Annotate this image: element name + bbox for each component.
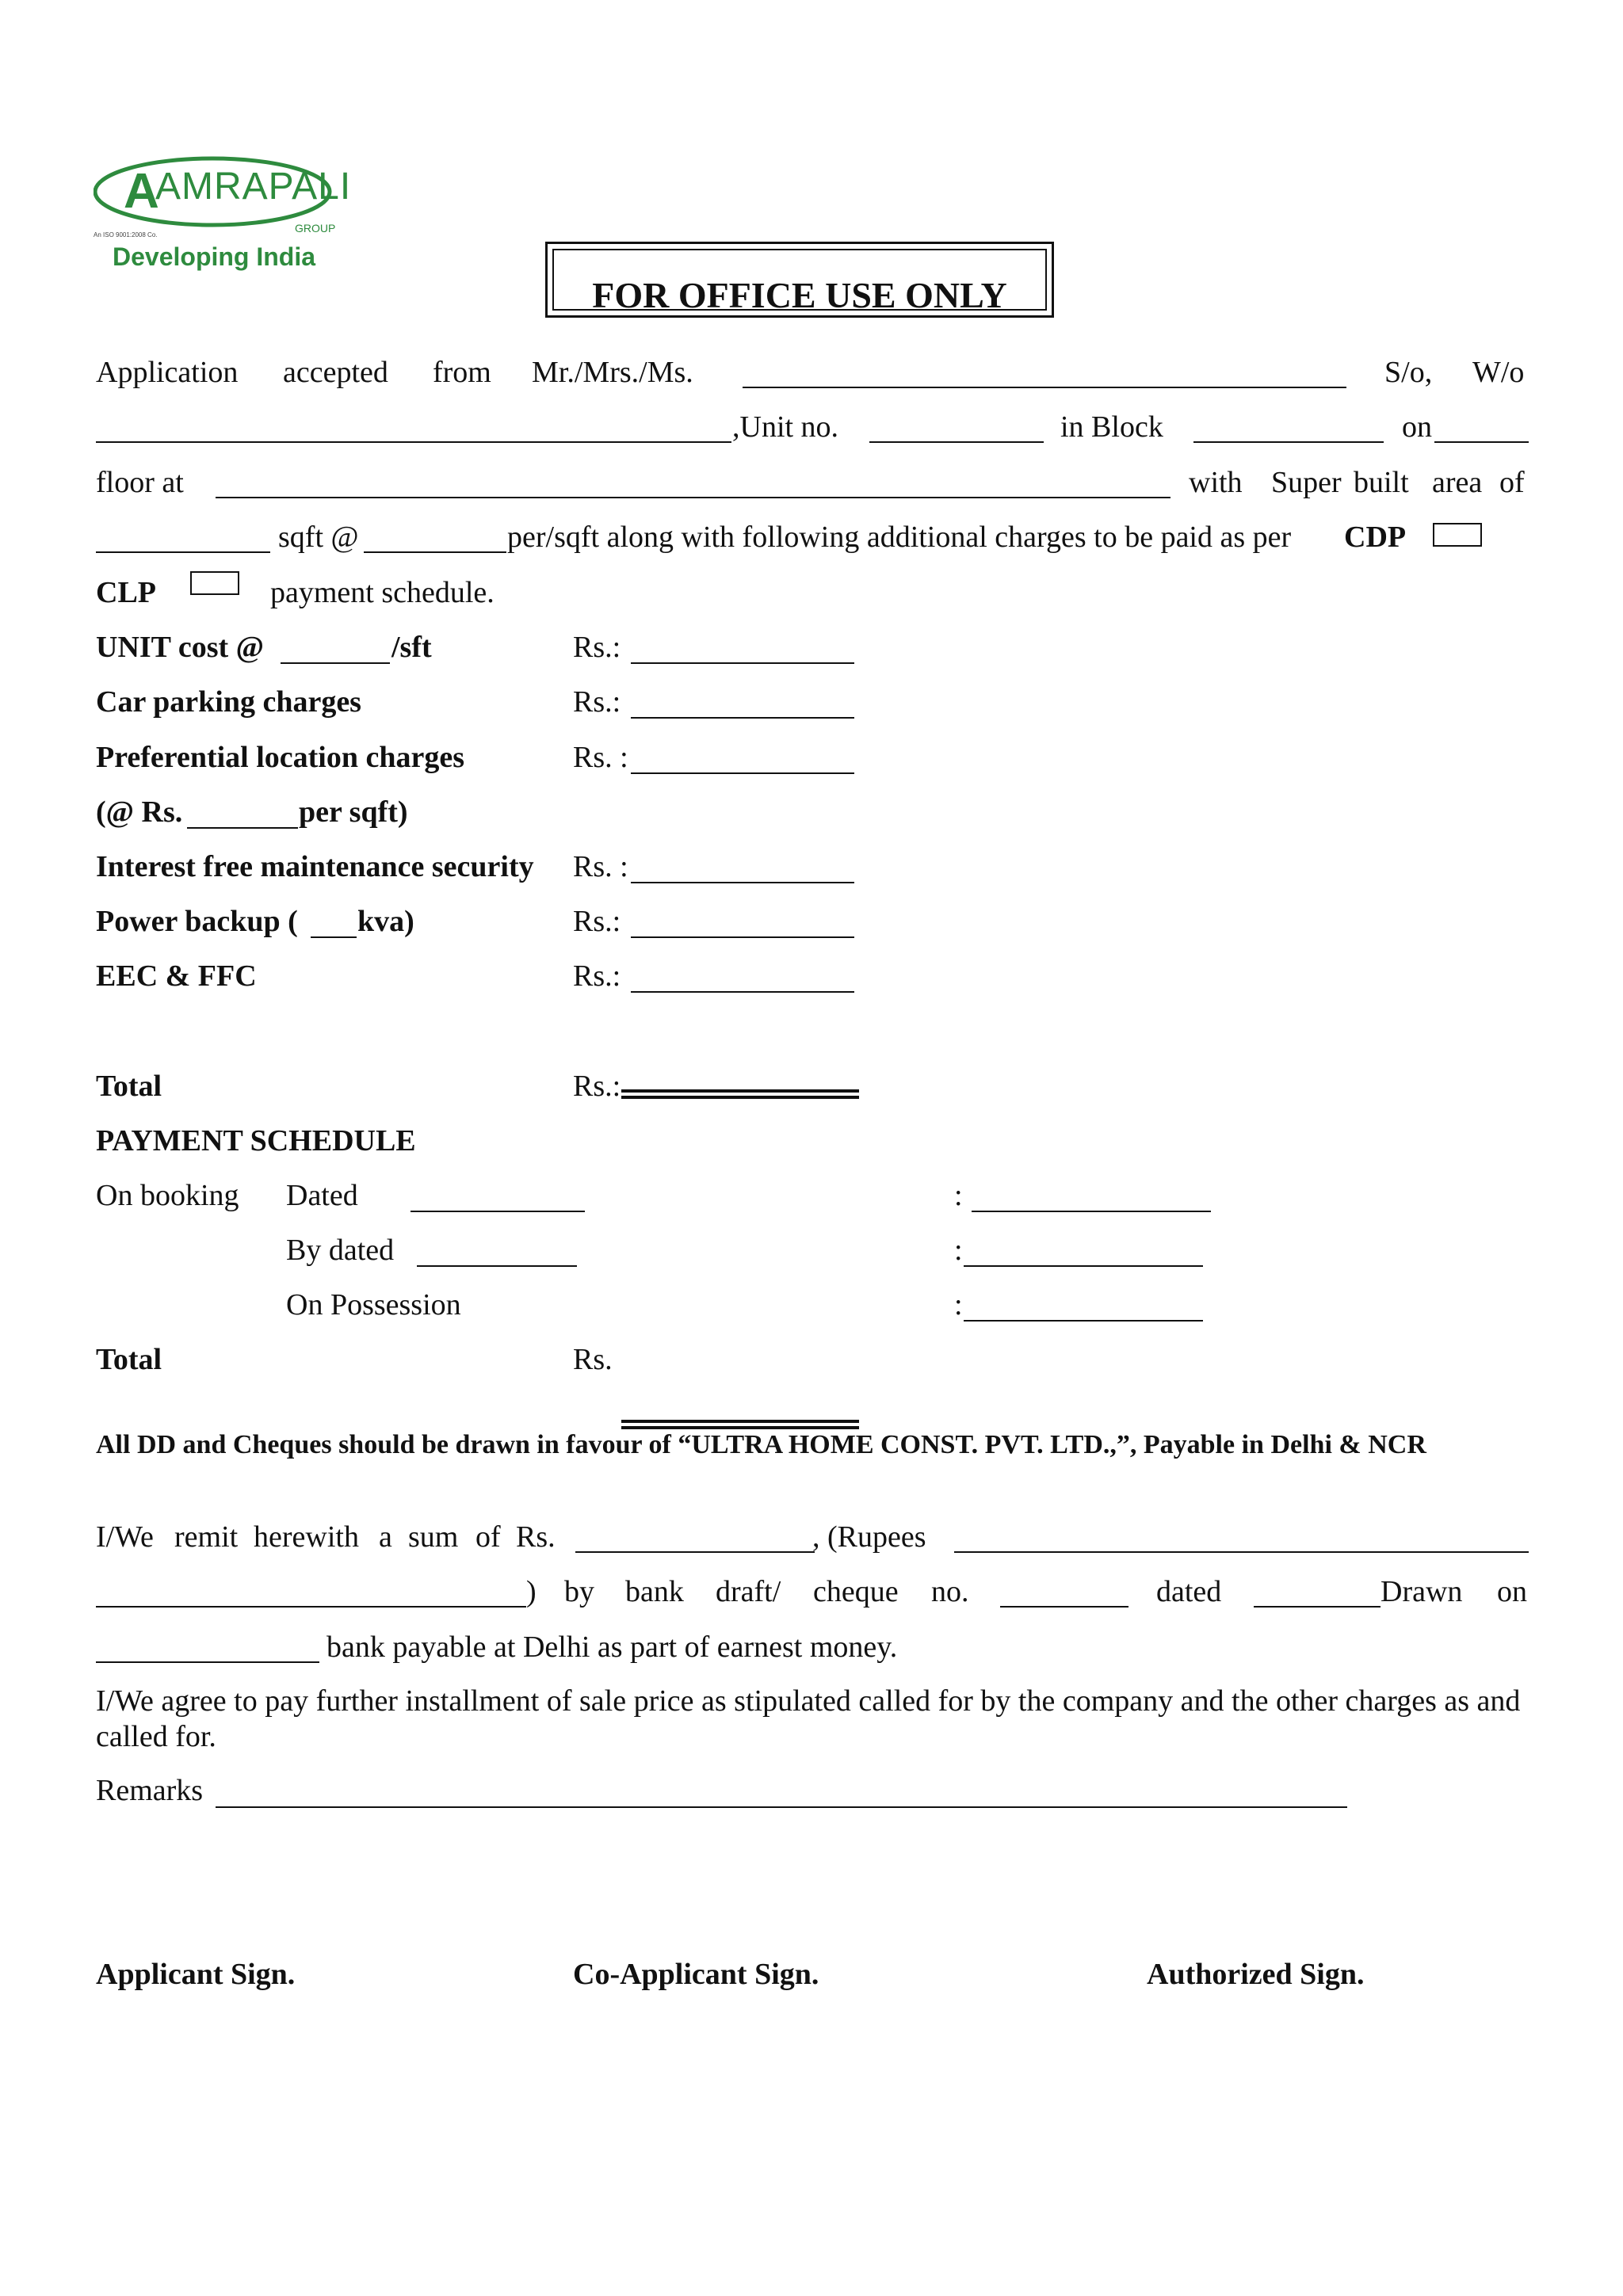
logo-brand: AMRAPALI <box>155 166 352 208</box>
application-word: Application <box>96 356 239 389</box>
with-word: with <box>1189 466 1243 499</box>
eec-ffc-rs: Rs.: <box>573 959 621 993</box>
of-word: of <box>1499 466 1525 499</box>
so-label: S/o, <box>1384 356 1433 389</box>
office-use-box <box>545 242 1054 318</box>
power-backup-unit: kva) <box>357 905 414 938</box>
cheque-no-field[interactable] <box>1000 1606 1128 1608</box>
sqft-label: sqft @ <box>278 521 359 554</box>
payment-schedule-text: payment schedule. <box>270 576 495 609</box>
car-parking-rs: Rs.: <box>573 685 621 719</box>
car-parking-amount-field[interactable] <box>631 717 854 719</box>
schedule-total-field[interactable] <box>621 1420 859 1423</box>
cheque-word: cheque <box>813 1575 899 1608</box>
ifms-label: Interest free maintenance security <box>96 850 534 883</box>
car-parking-label: Car parking charges <box>96 685 361 719</box>
plc-rate-label: (@ Rs. <box>96 795 183 829</box>
drawn-label: Drawn <box>1381 1575 1463 1608</box>
remit-word-5: sum <box>408 1520 459 1554</box>
rupees-label: , (Rupees <box>812 1520 926 1554</box>
power-backup-kva-field[interactable] <box>311 936 357 938</box>
eec-ffc-amount-field[interactable] <box>631 991 854 993</box>
authorized-sign-label: Authorized Sign. <box>1147 1958 1365 1991</box>
unit-cost-rs: Rs.: <box>573 631 621 664</box>
salutation-label: Mr./Mrs./Ms. <box>532 356 693 389</box>
no-word: no. <box>931 1575 969 1608</box>
charges-total-field[interactable] <box>621 1089 859 1093</box>
charges-total-rs: Rs.: <box>573 1070 621 1103</box>
floor-at-label: floor at <box>96 466 184 499</box>
by-dated-label: By dated <box>286 1234 395 1267</box>
booking-amount-field[interactable] <box>972 1211 1211 1212</box>
co-applicant-sign-label: Co-Applicant Sign. <box>573 1958 819 1991</box>
cheque-date-field[interactable] <box>1254 1606 1381 1608</box>
super-area-field[interactable] <box>96 551 270 553</box>
dated-label: Dated <box>286 1179 358 1212</box>
logo-iso: An ISO 9001:2008 Co. <box>94 231 158 238</box>
rupees-in-words-field-2[interactable] <box>96 1606 526 1608</box>
area-word: area <box>1432 466 1483 499</box>
booking-colon: : <box>954 1179 963 1212</box>
plc-rs: Rs. : <box>573 741 628 774</box>
super-word: Super <box>1271 466 1342 499</box>
office-use-title: FOR OFFICE USE ONLY <box>592 275 1007 315</box>
logo-tagline: Developing India <box>113 242 316 271</box>
charges-total-double-rule <box>621 1096 859 1099</box>
by-dated-amount-field[interactable] <box>964 1265 1203 1267</box>
unit-no-field[interactable] <box>869 441 1044 443</box>
clp-label: CLP <box>96 576 156 609</box>
floor-field[interactable] <box>1434 441 1529 443</box>
earnest-money-text: bank payable at Delhi as part of earnest money. <box>327 1630 898 1664</box>
remit-word-6: of <box>475 1520 501 1554</box>
plc-rate-unit: per sqft) <box>299 795 408 829</box>
wo-label: W/o <box>1472 356 1525 389</box>
on-booking-label: On booking <box>96 1179 239 1212</box>
draft-word: draft/ <box>716 1575 781 1608</box>
unit-cost-amount-field[interactable] <box>631 662 854 664</box>
possession-colon: : <box>954 1288 963 1322</box>
payment-schedule-heading: PAYMENT SCHEDULE <box>96 1124 416 1158</box>
power-backup-label: Power backup ( <box>96 905 298 938</box>
on-label: on <box>1402 410 1432 444</box>
unit-cost-rate-field[interactable] <box>281 662 390 664</box>
unit-cost-unit: /sft <box>391 631 432 664</box>
logo-group: GROUP <box>295 222 336 235</box>
power-backup-amount-field[interactable] <box>631 936 854 938</box>
remit-word-3: herewith <box>254 1520 359 1554</box>
drawn-on-label: on <box>1497 1575 1527 1608</box>
unit-cost-label: UNIT cost @ <box>96 631 264 664</box>
eec-ffc-label: EEC & FFC <box>96 959 257 993</box>
cdp-checkbox[interactable] <box>1433 523 1482 547</box>
plc-amount-field[interactable] <box>631 772 854 774</box>
plc-label: Preferential location charges <box>96 741 465 774</box>
possession-amount-field[interactable] <box>964 1320 1203 1322</box>
remit-amount-field[interactable] <box>575 1551 815 1553</box>
charges-total-label: Total <box>96 1070 162 1103</box>
relation-name-field[interactable] <box>96 441 731 443</box>
per-sqft-text: per/sqft along with following additional charges to be paid as per <box>507 521 1292 554</box>
by-dated-colon: : <box>954 1234 963 1267</box>
remarks-label: Remarks <box>96 1774 204 1807</box>
from-word: from <box>433 356 491 389</box>
svg-text:A: A <box>124 164 161 219</box>
unit-no-label: ,Unit no. <box>732 410 839 444</box>
by-word: by <box>564 1575 594 1608</box>
ifms-amount-field[interactable] <box>631 882 854 883</box>
built-word: built <box>1354 466 1409 499</box>
block-field[interactable] <box>1193 441 1384 443</box>
schedule-total-label: Total <box>96 1343 162 1376</box>
remit-paren: ) <box>526 1575 537 1608</box>
cheque-instruction-note: All DD and Cheques should be drawn in favour of “ULTRA HOME CONST. PVT. LTD.,”, Payable in Delhi & NCR <box>96 1430 1426 1459</box>
remit-word-1: I/We <box>96 1520 154 1554</box>
plc-rate-field[interactable] <box>187 827 298 829</box>
rupees-in-words-field[interactable] <box>954 1551 1529 1553</box>
remit-word-4: a <box>379 1520 392 1554</box>
cdp-label: CDP <box>1344 521 1407 554</box>
remit-dated-label: dated <box>1156 1575 1222 1608</box>
ifms-rs: Rs. : <box>573 850 628 883</box>
remarks-field[interactable] <box>216 1806 1347 1808</box>
power-backup-rs: Rs.: <box>573 905 621 938</box>
floor-at-field[interactable] <box>216 497 1170 498</box>
bank-word: bank <box>625 1575 684 1608</box>
agreement-text: I/We agree to pay further installment of sale price as stipulated called for by the company and the other charges as and called for. <box>96 1684 1521 1753</box>
applicant-name-field[interactable] <box>743 387 1346 388</box>
remit-rs-label: Rs. <box>516 1520 556 1554</box>
clp-checkbox[interactable] <box>190 571 239 595</box>
on-possession-label: On Possession <box>286 1288 461 1322</box>
schedule-total-double-rule <box>621 1426 859 1429</box>
rate-per-sqft-field[interactable] <box>364 551 506 553</box>
applicant-sign-label: Applicant Sign. <box>96 1958 296 1991</box>
by-date-field[interactable] <box>417 1265 577 1267</box>
bank-name-field[interactable] <box>96 1661 319 1663</box>
remit-word-2: remit <box>174 1520 239 1554</box>
booking-date-field[interactable] <box>411 1211 585 1212</box>
in-block-label: in Block <box>1060 410 1163 444</box>
schedule-total-rs: Rs. <box>573 1343 613 1376</box>
accepted-word: accepted <box>283 356 388 389</box>
